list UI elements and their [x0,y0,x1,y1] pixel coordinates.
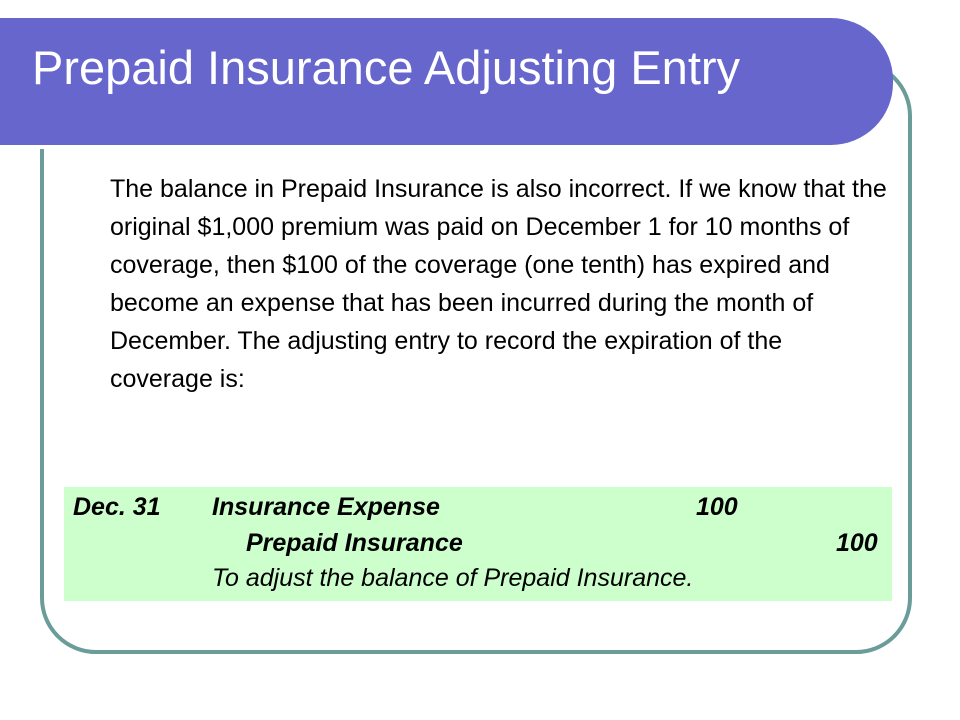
journal-explanation: To adjust the balance of Prepaid Insurance. [212,564,694,592]
journal-credit-row [64,525,892,561]
slide-title: Prepaid Insurance Adjusting Entry [32,41,741,94]
credit-account: Prepaid Insurance [246,529,463,557]
journal-date: Dec. 31 [73,493,161,521]
journal-debit-row [64,489,892,525]
journal-entry [64,487,892,601]
title-underline [0,145,848,149]
body-paragraph: The balance in Prepaid Insurance is also incorrect. If we know that the original $1,000 premium was paid on December 1 for 10 months of coverage, then $100 of the coverage (one tenth) has expired and become an expense that has been incurred during the month of December. The adjusting entry to record the expiration of the coverage is: [110,175,887,393]
journal-explanation-row [64,560,892,596]
debit-account: Insurance Expense [212,493,440,521]
debit-amount: 100 [696,493,738,521]
credit-amount: 100 [836,529,878,557]
